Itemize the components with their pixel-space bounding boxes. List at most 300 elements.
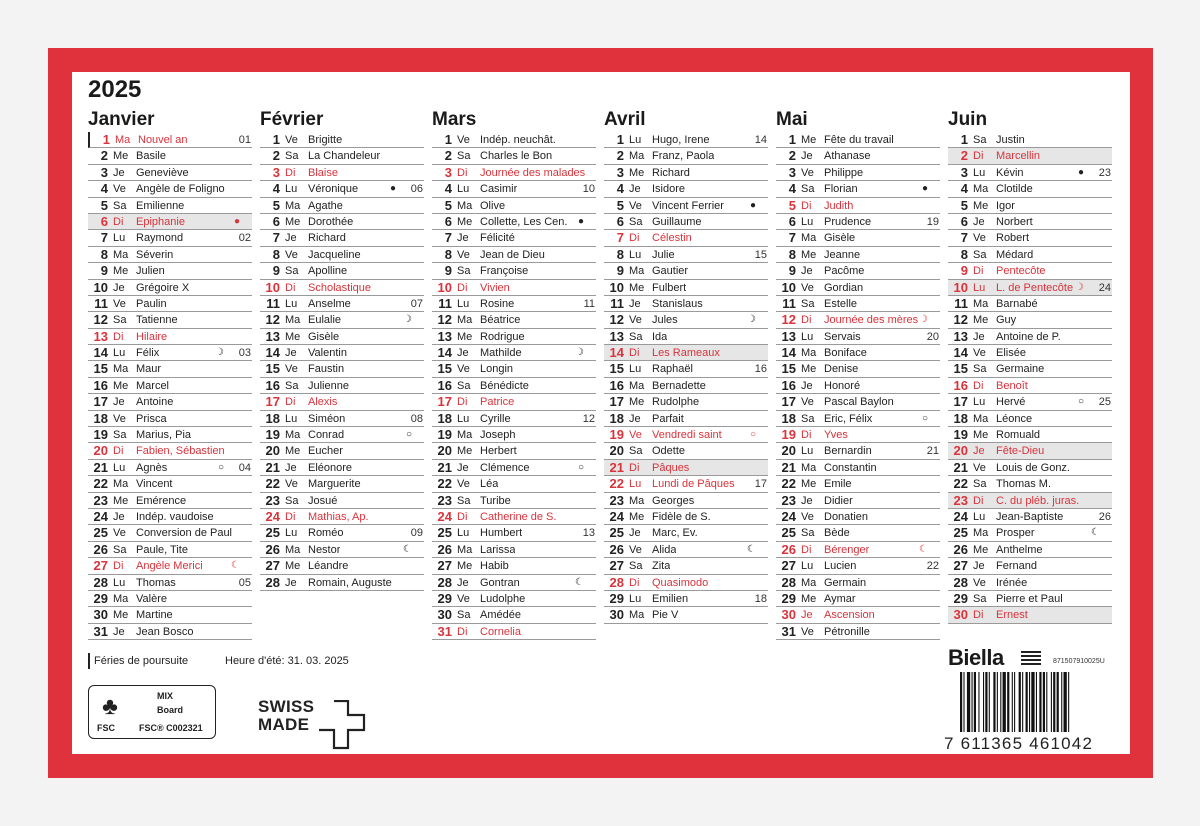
weekday: Me [973,314,989,327]
moon-phase-icon: ☽ [575,347,584,359]
saint-name: Athanase [824,150,871,163]
day-row [604,493,768,509]
saint-name: Antoine de P. [996,330,1061,343]
weekday: Je [629,527,641,540]
weekday: Ma [629,494,645,507]
saint-name: Jean de Dieu [480,248,545,261]
moon-phase-icon: ○ [749,429,756,441]
weekday: Me [801,363,817,376]
weekday: Ve [973,461,986,474]
fsc-board: Board [157,705,184,715]
saint-name: Bernadette [652,379,706,392]
day-row [948,558,1112,574]
weekday: Je [629,297,641,310]
saint-name: Cornelia [480,625,521,638]
day-row [776,591,940,607]
day-row [776,230,940,246]
day-row [432,378,596,394]
day-row [776,148,940,164]
day-number: 19 [93,427,108,443]
weekday: Sa [973,478,987,491]
week-number: 04 [238,461,251,474]
day-number: 15 [609,361,624,377]
weekday: Je [285,347,297,360]
weekday: Lu [113,461,126,474]
saint-name: Stanislaus [652,297,703,310]
saint-name: Marcel [136,379,170,392]
day-number: 23 [93,492,108,508]
day-row [776,476,940,492]
saint-name: Valentin [308,347,347,360]
saint-name: Anthelme [996,543,1043,556]
moon-phase-icon: ● [577,215,584,227]
saint-name: Fidèle de S. [652,510,711,523]
day-row [776,558,940,574]
weekday: Ma [801,576,817,589]
saint-name: Vincent Ferrier [652,199,724,212]
moon-phase-icon: ○ [577,461,584,473]
weekday: Ma [973,527,989,540]
day-row [432,361,596,377]
swiss-cross-icon [318,700,366,750]
saint-name: Catherine de S. [480,510,557,523]
weekday: Me [801,248,817,261]
saint-name: Angèle de Foligno [136,183,225,196]
weekday: Di [285,281,296,294]
weekday: Me [801,478,817,491]
saint-name: Alexis [308,396,338,409]
day-number: 16 [93,377,108,393]
weekday: Di [285,510,296,523]
weekday: Je [113,166,125,179]
day-row [260,280,424,296]
day-row [432,575,596,591]
day-number: 26 [93,541,108,557]
day-number: 9 [444,263,452,279]
saint-name: Siméon [308,412,346,425]
day-row [948,132,1112,148]
saint-name: Habib [480,560,509,573]
day-number: 25 [781,525,796,541]
day-row [948,263,1112,279]
day-row [88,181,252,197]
day-row [604,361,768,377]
saint-name: Turibe [480,494,511,507]
saint-name: Gordian [824,281,864,294]
weekday: Di [113,445,124,458]
week-number: 01 [238,134,251,146]
saint-name: Pascal Baylon [824,396,894,409]
saint-name: Humbert [480,527,523,540]
week-number: 03 [238,347,251,360]
day-row [604,296,768,312]
day-number: 13 [609,328,624,344]
day-number: 23 [953,492,968,508]
saint-name: Benoît [996,379,1028,392]
day-row [88,378,252,394]
day-row [948,476,1112,492]
weekday: Ma [973,412,989,425]
weekday: Di [629,461,640,474]
day-row [604,230,768,246]
day-number: 18 [609,410,624,426]
weekday: Sa [285,379,299,392]
day-number: 25 [265,525,280,541]
day-number: 25 [953,525,968,541]
day-number: 9 [960,263,968,279]
fsc-mix: MIX [157,691,174,701]
day-row [260,132,424,148]
day-number: 17 [265,394,280,410]
saint-name: Irénée [996,576,1028,589]
day-row [432,443,596,459]
weekday: Me [457,445,473,458]
moon-phase-icon: ● [233,215,240,227]
day-number: 16 [265,377,280,393]
day-number: 28 [93,574,108,590]
day-number: 21 [437,459,452,475]
day-number: 21 [781,459,796,475]
moon-phase-icon: ○ [1077,396,1084,408]
day-row [260,345,424,361]
saint-name: Romain, Auguste [308,576,392,589]
day-number: 12 [953,312,968,328]
saint-name: Emilienne [136,199,185,212]
weekday: Me [973,543,989,556]
day-row [604,378,768,394]
saint-name: Barnabé [996,297,1038,310]
weekday: Ve [973,232,986,245]
day-row [88,443,252,459]
day-number: 21 [953,459,968,475]
day-number: 23 [265,492,280,508]
day-number: 5 [444,197,452,213]
saint-name: Julie [652,248,675,261]
day-number: 3 [100,164,108,180]
weekday: Di [113,215,124,228]
saint-name: Pétronille [824,625,870,638]
day-number: 1 [102,132,110,147]
saint-name: Maur [136,363,162,376]
fsc-logo [88,685,216,739]
weekday: Me [457,330,473,343]
day-number: 26 [265,541,280,557]
saint-name: Robert [996,232,1030,245]
day-number: 22 [609,476,624,492]
day-row [88,542,252,558]
weekday: Di [973,609,984,622]
day-row [776,542,940,558]
saint-name: Marguerite [308,478,361,491]
day-row [948,312,1112,328]
holiday-legend-label: Féries de poursuite [94,655,189,667]
day-row [776,575,940,591]
day-row [604,394,768,410]
weekday: Lu [973,396,986,409]
weekday: Ma [801,347,817,360]
saint-name: Ludolphe [480,592,526,605]
day-row [88,591,252,607]
saint-name: La Chandeleur [308,150,381,163]
day-number: 4 [616,181,624,197]
saint-name: Grégoire X [136,281,190,294]
saint-name: Antoine [136,396,174,409]
day-row [260,247,424,263]
weekday: Me [973,429,989,442]
saint-name: Hervé [996,396,1026,409]
saint-name: Emérence [136,494,187,507]
saint-name: Bède [824,527,850,540]
summer-time-note: Heure d'été: 31. 03. 2025 [225,655,349,667]
day-number: 12 [93,312,108,328]
weekday: Di [973,379,984,392]
weekday: Ve [457,478,470,491]
day-row [88,394,252,410]
day-number: 27 [93,558,108,574]
day-row [88,263,252,279]
weekday: Me [113,150,129,163]
saint-name: Eulalie [308,314,342,327]
day-row [432,296,596,312]
day-row [948,280,1112,296]
weekday: Je [457,232,469,245]
day-row [432,263,596,279]
day-number: 2 [444,148,452,164]
day-row [948,230,1112,246]
day-number: 26 [437,541,452,557]
saint-name: C. du pléb. juras. [996,494,1080,507]
saint-name: Rudolphe [652,396,700,409]
day-number: 27 [609,558,624,574]
saint-name: Julienne [308,379,349,392]
weekday: Me [629,510,645,523]
day-row [88,132,252,148]
saint-name: Germaine [996,363,1045,376]
saint-name: Célestin [652,232,692,245]
swiss-line1: SWISS [258,697,315,716]
saint-name: Indép. vaudoise [136,510,214,523]
saint-name: Eucher [308,445,343,458]
weekday: Di [113,560,124,573]
day-row [776,411,940,427]
day-row [260,460,424,476]
weekday: Ve [629,429,642,442]
day-number: 11 [610,295,624,311]
moon-phase-icon: ● [749,199,756,211]
day-number: 8 [616,246,624,262]
day-row [604,443,768,459]
day-row [88,148,252,164]
saint-name: Conversion de Paul [136,527,233,540]
weekday: Ma [285,199,301,212]
weekday: Di [629,576,640,589]
saint-name: Tatienne [136,314,178,327]
day-number: 11 [94,295,108,311]
weekday: Ma [113,363,129,376]
day-row [776,443,940,459]
weekday: Me [285,445,301,458]
day-number: 7 [444,230,452,246]
day-row [260,394,424,410]
week-number: 10 [582,183,595,196]
day-number: 21 [93,459,108,475]
saint-name: Georges [652,494,695,507]
day-row [776,361,940,377]
holiday-legend [88,655,188,667]
weekday: Lu [285,412,298,425]
moon-phase-icon: ☽ [747,314,756,326]
day-row [260,312,424,328]
day-row [88,575,252,591]
saint-name: Kévin [996,166,1024,179]
saint-name: Françoise [480,265,529,278]
weekday: Ma [801,232,817,245]
saint-name: Thomas M. [996,478,1052,491]
saint-name: Jeanne [824,248,861,261]
saint-name: Gisèle [824,232,856,245]
weekday: Me [285,560,301,573]
day-number: 17 [953,394,968,410]
saint-name: Hilaire [136,330,168,343]
day-row [948,296,1112,312]
saint-name: Mathias, Ap. [308,510,369,523]
saint-name: Prosper [996,527,1035,540]
weekday: Di [457,510,468,523]
saint-name: Didier [824,494,853,507]
day-row [776,607,940,623]
week-number: 14 [754,134,767,146]
day-number: 26 [781,541,796,557]
weekday: Ma [973,297,989,310]
day-number: 11 [438,295,452,311]
fsc-brand: FSC [97,723,115,733]
week-number: 24 [1098,281,1111,294]
day-number: 30 [93,607,108,623]
saint-name: Yves [824,429,848,442]
saint-name: Franz, Paola [652,150,715,163]
day-number: 15 [93,361,108,377]
weekday: Lu [801,215,814,228]
weekday: Me [629,396,645,409]
weekday: Di [801,199,812,212]
weekday: Di [457,166,468,179]
weekday: Sa [801,412,815,425]
day-number: 6 [616,213,624,229]
day-row [948,148,1112,164]
weekday: Ve [629,199,642,212]
day-number: 1 [788,132,796,147]
day-row [260,296,424,312]
saint-name: Conrad [308,429,345,442]
moon-phase-icon: ● [389,183,396,195]
day-number: 3 [616,164,624,180]
weekday: Me [113,265,129,278]
weekday: Je [629,183,641,196]
day-row [776,312,940,328]
weekday: Ma [113,248,129,261]
moon-phase-icon: ☽ [403,314,412,326]
day-row [776,280,940,296]
weekday: Je [113,625,125,638]
saint-name: Léonce [996,412,1033,425]
day-number: 9 [788,263,796,279]
day-number: 26 [953,541,968,557]
weekday: Di [973,265,984,278]
day-number: 20 [953,443,968,459]
month-name: Avril [604,109,646,130]
day-number: 5 [788,197,796,213]
day-row [948,591,1112,607]
day-row [432,607,596,623]
day-number: 1 [616,132,624,147]
month-avril [604,108,768,624]
saint-name: Patrice [480,396,515,409]
weekday: Je [457,347,469,360]
saint-name: Epiphanie [136,215,185,228]
day-number: 3 [444,164,452,180]
day-number: 28 [781,574,796,590]
day-number: 30 [609,607,624,623]
week-number: 05 [238,576,251,589]
day-row [776,247,940,263]
month-name: Mars [432,109,477,130]
saint-name: Donatien [824,510,869,523]
day-number: 27 [953,558,968,574]
saint-name: Jacqueline [308,248,361,261]
day-number: 29 [953,590,968,606]
weekday: Di [973,150,984,163]
week-number: 16 [754,363,767,376]
day-row [604,460,768,476]
day-row [604,427,768,443]
month-mai [776,108,940,640]
day-number: 18 [953,410,968,426]
saint-name: Richard [652,166,690,179]
weekday: Ve [113,412,126,425]
moon-phase-icon: ○ [405,429,412,441]
day-number: 7 [960,230,968,246]
weekday: Di [973,494,984,507]
saint-name: Jean-Baptiste [996,510,1064,523]
month-name: Février [260,109,324,130]
day-number: 29 [93,590,108,606]
saint-name: Fête du travail [824,134,894,146]
day-row [776,509,940,525]
day-row [604,411,768,427]
day-number: 30 [953,607,968,623]
saint-name: Vendredi saint [652,429,722,442]
day-row [948,361,1112,377]
weekday: Di [285,166,296,179]
weekday: Sa [285,150,299,163]
weekday: Je [113,281,125,294]
day-number: 31 [437,623,452,639]
day-row [260,378,424,394]
day-number: 24 [781,508,796,524]
weekday: Ve [285,363,298,376]
day-row [604,607,768,623]
saint-name: Agathe [308,199,343,212]
weekday: Lu [285,527,298,540]
weekday: Je [973,215,985,228]
day-number: 10 [609,279,624,295]
weekday: Sa [113,429,127,442]
week-number: 18 [754,592,767,605]
day-number: 19 [437,427,452,443]
saint-name: Emile [824,478,852,491]
day-number: 5 [100,197,108,213]
day-number: 8 [960,246,968,262]
